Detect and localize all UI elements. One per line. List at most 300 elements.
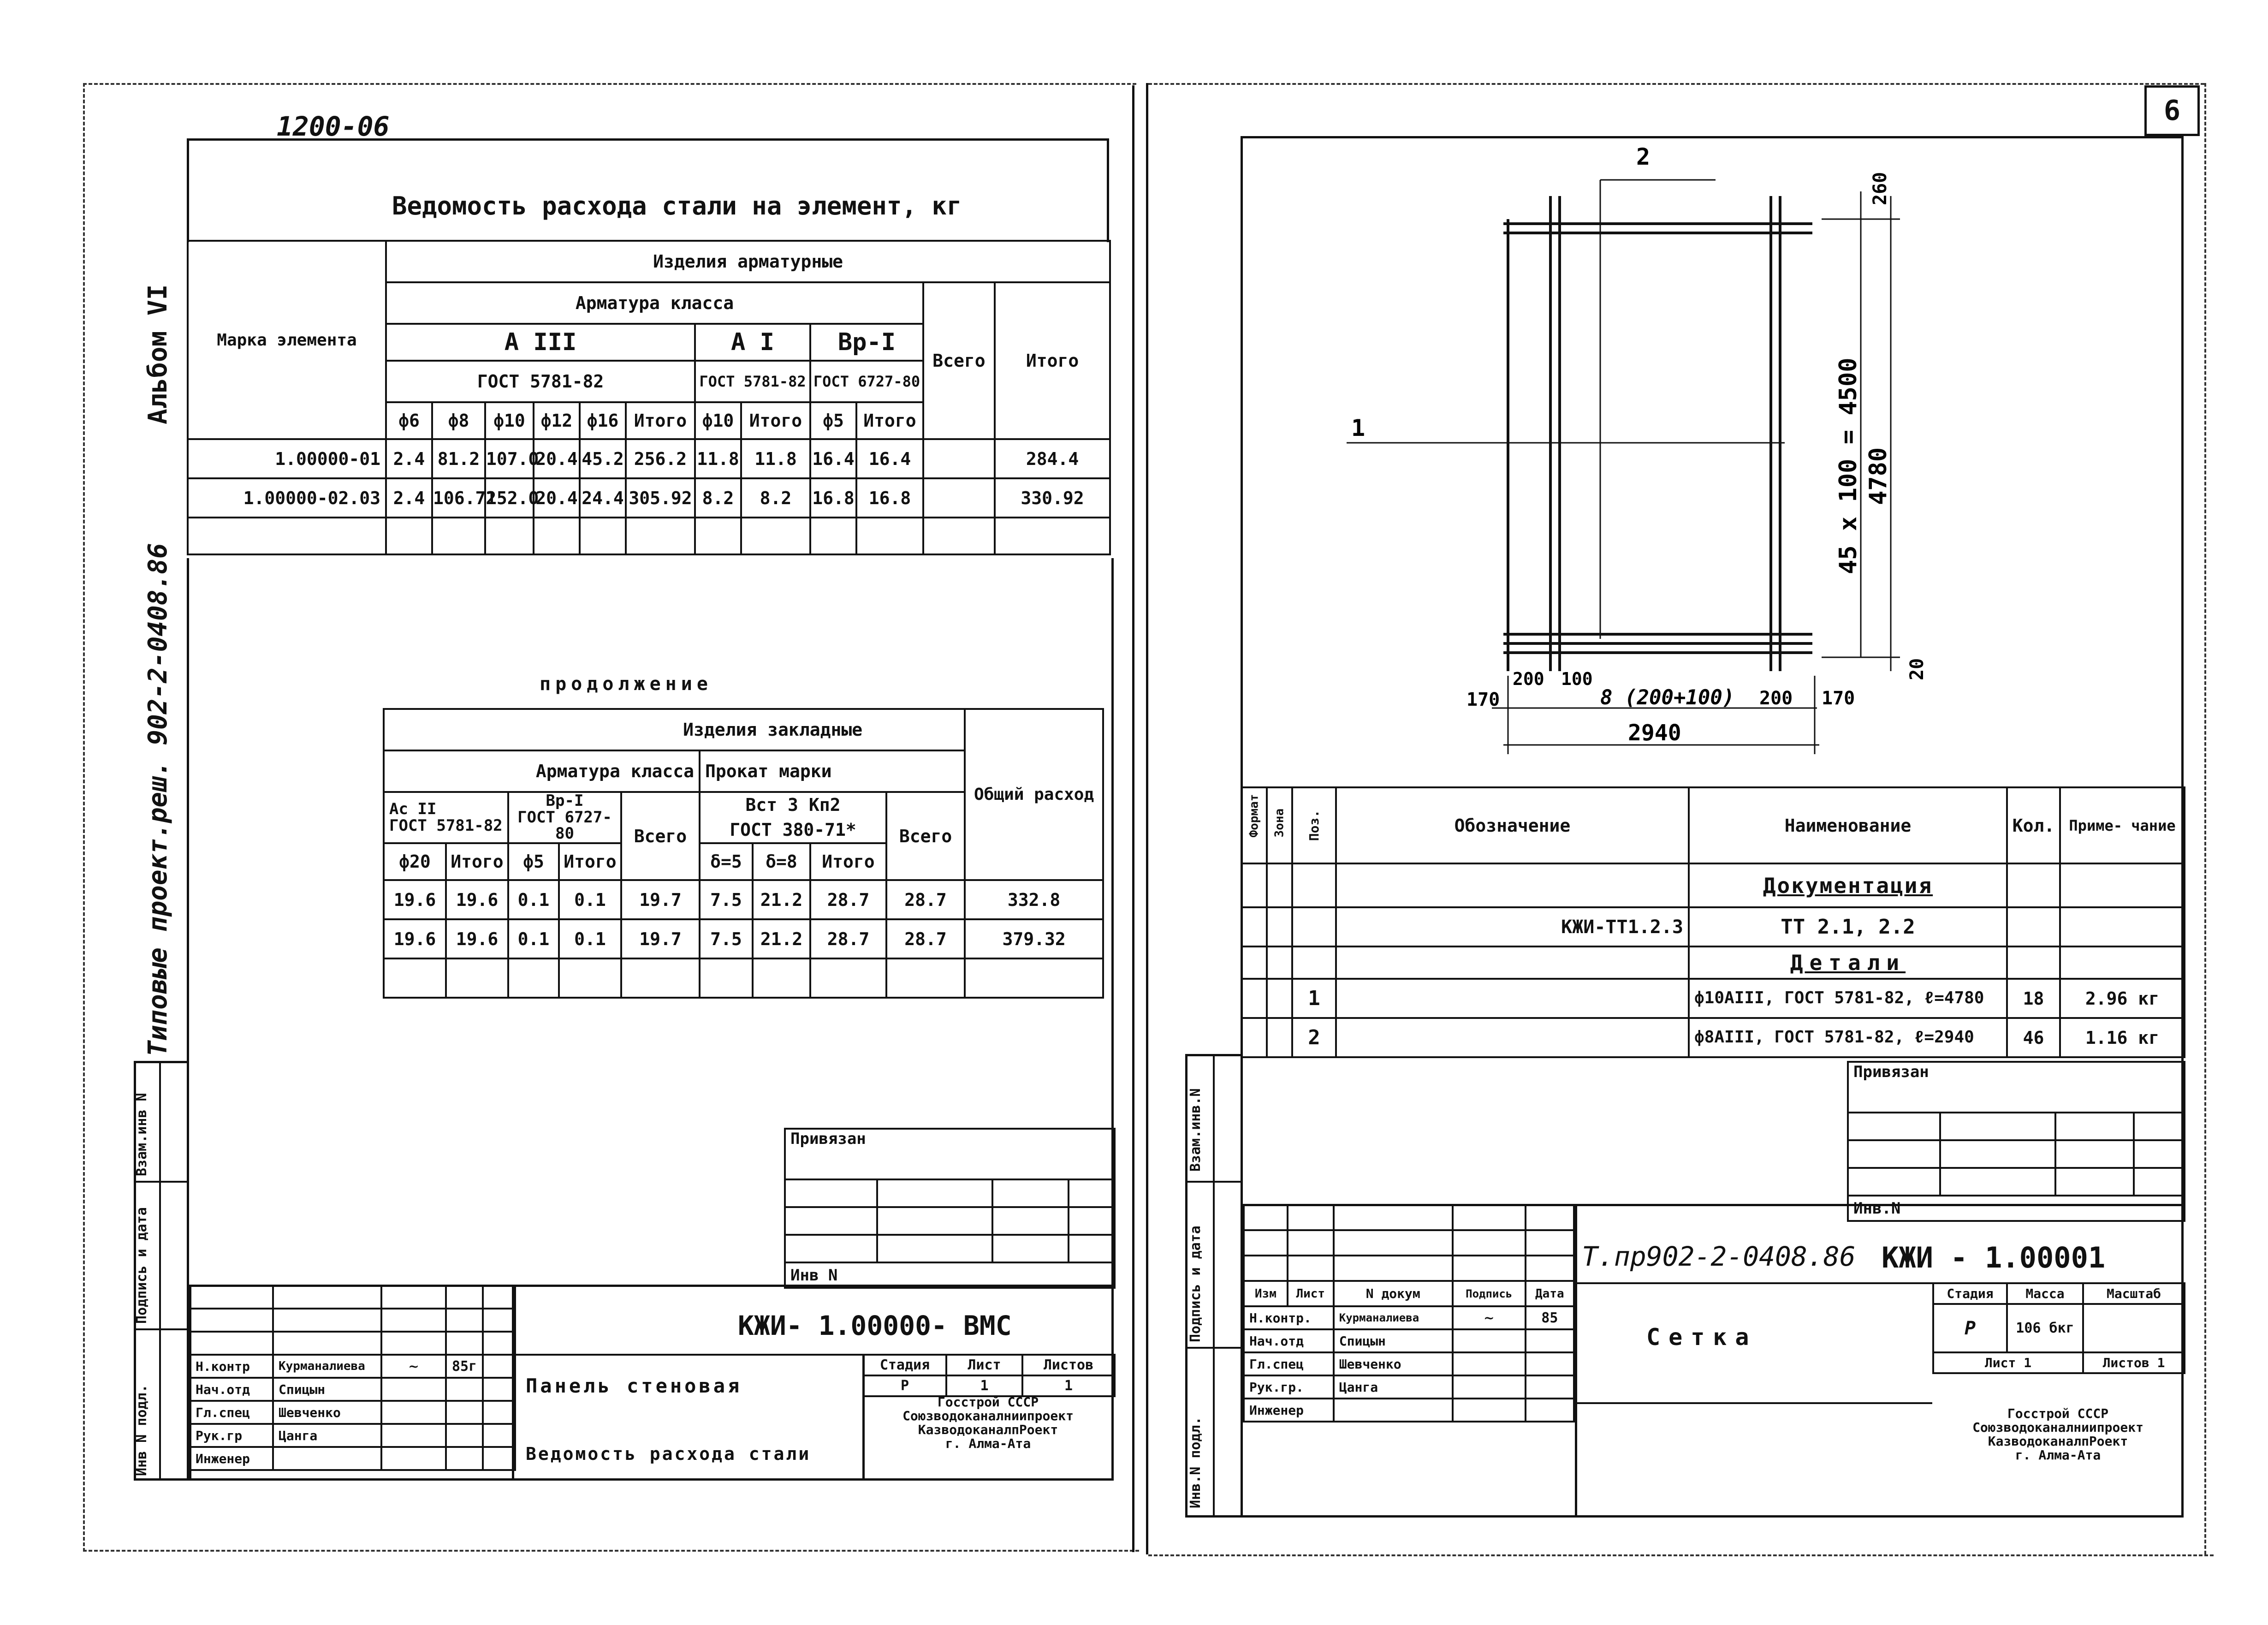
dim-span: 8 (200+100) — [1600, 686, 1735, 709]
cell — [534, 518, 580, 554]
cell — [1244, 1230, 1288, 1256]
dim-100: 100 — [1561, 669, 1593, 689]
frame-line — [159, 1061, 161, 1481]
right-sheet-right-border — [2204, 83, 2206, 1554]
cell — [1453, 1230, 1526, 1256]
privyazan-box-right — [1847, 1061, 2185, 1222]
cell: 2.4 — [386, 439, 432, 478]
cell — [1241, 1018, 1267, 1057]
cell: 106.72 — [432, 478, 485, 518]
signature — [1453, 1399, 1526, 1422]
cell: 16.8 — [856, 478, 923, 518]
org-line: Госстрой СССР — [937, 1394, 1039, 1410]
embedded-table — [383, 708, 1104, 999]
col-general: Общий расход — [965, 709, 1103, 880]
col-mark: Марка элемента — [188, 241, 386, 439]
table1-title-box — [187, 138, 1109, 242]
cell — [877, 1179, 992, 1207]
cell: 28.7 — [810, 919, 886, 958]
cell — [446, 1332, 483, 1355]
org-line: Союзводоканалниипроект — [902, 1408, 1074, 1423]
cell — [877, 1235, 992, 1262]
cell — [923, 478, 995, 518]
cell — [381, 1332, 446, 1355]
cell: 330.92 — [995, 478, 1110, 518]
person: Шевченко — [273, 1401, 381, 1424]
col-total: Всего — [923, 282, 995, 439]
header-vr1b-label: Вр-I — [546, 792, 584, 810]
cell — [992, 1179, 1069, 1207]
signature — [1453, 1375, 1526, 1399]
signature — [381, 1447, 446, 1470]
person — [273, 1447, 381, 1470]
cell — [1526, 1230, 1574, 1256]
cell — [1526, 1399, 1574, 1422]
cell — [2007, 863, 2060, 907]
stage-table-right — [1932, 1282, 2185, 1374]
cell: 21.2 — [753, 919, 810, 958]
col-head: ф20 — [384, 843, 446, 880]
person: Шевченко — [1334, 1352, 1453, 1375]
cell — [446, 1424, 483, 1447]
header-class: Арматура класса — [386, 282, 923, 324]
header-a3: А III — [386, 324, 695, 361]
cell: 11.8 — [695, 439, 741, 478]
date: 85г — [446, 1355, 483, 1378]
cell — [2083, 1304, 2185, 1352]
dim-4500: 45 x 100 = 4500 — [1835, 357, 1862, 574]
person: Цанга — [273, 1424, 381, 1447]
cell — [1292, 907, 1336, 946]
item-pos: 2 — [1292, 1018, 1336, 1057]
cell — [384, 958, 446, 998]
header-ac2 — [384, 792, 508, 843]
organization-right — [1932, 1407, 2184, 1462]
cell — [273, 1309, 381, 1332]
role: Н.контр. — [1244, 1306, 1334, 1329]
org-line: г. Алма-Ата — [2015, 1447, 2101, 1463]
cell — [1267, 946, 1292, 979]
cell — [2055, 1113, 2134, 1140]
cell — [1848, 1140, 1940, 1168]
cell: 19.7 — [621, 919, 700, 958]
cell: 0.1 — [508, 880, 559, 919]
cell — [1292, 946, 1336, 979]
cell — [741, 518, 810, 554]
frame-line — [134, 1181, 189, 1183]
item-qty: 18 — [2007, 979, 2060, 1018]
stamp-title-right: Сетка — [1646, 1324, 1757, 1351]
h-pos — [1292, 787, 1336, 863]
cell — [785, 1235, 877, 1262]
role: Рук.гр — [190, 1424, 273, 1447]
cell: 81.2 — [432, 439, 485, 478]
stamp-replace: Взам.инв.N — [1187, 1088, 1204, 1172]
role: Инженер — [190, 1447, 273, 1470]
org-line: Госстрой СССР — [2007, 1406, 2109, 1421]
cell — [626, 518, 695, 554]
cell: 28.7 — [810, 880, 886, 919]
privyazan-label: Привязан — [1848, 1062, 2185, 1113]
header-vr1: Вр-I — [810, 324, 923, 361]
stamp-replace: Взам.инв N — [134, 1093, 150, 1176]
gost-vst: ГОСТ 380-71* — [730, 819, 856, 840]
h-list: Лист — [1288, 1281, 1334, 1306]
cell — [877, 1207, 992, 1235]
cell — [1526, 1205, 1574, 1230]
cell: 19.6 — [384, 880, 446, 919]
cell — [1940, 1168, 2055, 1196]
frame-line — [1575, 1402, 1932, 1404]
role: Рук.гр. — [1244, 1375, 1334, 1399]
frame-line — [134, 1328, 189, 1330]
cell: 0.1 — [559, 880, 621, 919]
header-a1: А I — [695, 324, 810, 361]
item-note: 1.16 кг — [2060, 1018, 2185, 1057]
dim-20: 20 — [1906, 658, 1928, 680]
cell — [785, 1179, 877, 1207]
person: Курманалиева — [1334, 1306, 1453, 1329]
cell — [1267, 979, 1292, 1018]
cell: 332.8 — [965, 880, 1103, 919]
stamp-sign-date: Подпись и дата — [134, 1207, 150, 1324]
col-head: δ=8 — [753, 843, 810, 880]
privyazan-label: Привязан — [785, 1129, 1115, 1179]
right-sheet-top-border — [1148, 83, 2204, 85]
org-line: г. Алма-Ата — [945, 1436, 1031, 1451]
cell: 305.92 — [626, 478, 695, 518]
col-head: Итого — [856, 402, 923, 439]
cell — [700, 958, 753, 998]
cell — [190, 1309, 273, 1332]
cell: 7.5 — [700, 880, 753, 919]
header-vst-label: Вст 3 Кп2 — [745, 795, 841, 815]
cell — [1069, 1235, 1115, 1262]
cell — [695, 518, 741, 554]
cell — [2060, 863, 2185, 907]
cell: 20.4 — [534, 439, 580, 478]
cell: 16.4 — [810, 439, 856, 478]
cell — [856, 518, 923, 554]
organization — [862, 1395, 1114, 1451]
dim-170-left: 170 — [1466, 689, 1500, 710]
mass: 106 бкг — [2007, 1304, 2083, 1352]
doc-code: КЖИ-ТТ1.2.3 — [1336, 907, 1689, 946]
gost-vr2: ГОСТ 6727-80 — [517, 808, 612, 843]
cell — [1336, 979, 1689, 1018]
item-name: ф8АIII, ГОСТ 5781-82, ℓ=2940 — [1689, 1018, 2007, 1057]
pos-2-label: 2 — [1636, 143, 1651, 170]
signature — [381, 1424, 446, 1447]
h-name: Наименование — [1689, 787, 2007, 863]
col-head: ф16 — [580, 402, 626, 439]
cell — [1241, 979, 1267, 1018]
stamp-title-2: Ведомость расхода стали — [526, 1444, 811, 1464]
cell — [1288, 1205, 1334, 1230]
cell — [483, 1286, 515, 1309]
cell — [886, 958, 965, 998]
corner-code: 1200-06 — [277, 111, 390, 142]
cell — [432, 518, 485, 554]
cell — [923, 518, 995, 554]
role: Нач.отд — [1244, 1329, 1334, 1352]
h-zone-text: Зона — [1272, 808, 1287, 837]
cell — [1267, 907, 1292, 946]
header-rolled: Прокат марки — [700, 750, 965, 792]
signature — [381, 1378, 446, 1401]
col-head: Итого — [446, 843, 508, 880]
dim-260: 260 — [1870, 172, 1891, 205]
col-total2: Всего — [886, 792, 965, 880]
cell — [1069, 1179, 1115, 1207]
header-vst — [700, 792, 886, 843]
col-head: ф8 — [432, 402, 485, 439]
cell: 19.6 — [446, 919, 508, 958]
cell — [483, 1378, 515, 1401]
sheets: Листов 1 — [2083, 1352, 2185, 1373]
signature — [1453, 1352, 1526, 1375]
cell: 256.2 — [626, 439, 695, 478]
sheet-number: 6 — [2144, 85, 2200, 136]
docs-heading: Документация — [1689, 863, 2007, 907]
cell — [446, 958, 508, 998]
col-head: Итого — [626, 402, 695, 439]
h-zone — [1267, 787, 1292, 863]
cell — [2007, 907, 2060, 946]
cell — [2134, 1168, 2185, 1196]
cell — [1334, 1256, 1453, 1281]
col-head: ф5 — [810, 402, 856, 439]
h-sign: Подпись — [1453, 1281, 1526, 1306]
cell — [810, 518, 856, 554]
cell — [446, 1286, 483, 1309]
cell — [995, 518, 1110, 554]
h-sheet: Лист — [946, 1355, 1022, 1375]
frame-line — [1213, 1054, 1215, 1518]
cell — [753, 958, 810, 998]
col-head: ф12 — [534, 402, 580, 439]
cell — [381, 1286, 446, 1309]
cell: 2.4 — [386, 478, 432, 518]
person: Курманалиева — [273, 1355, 381, 1378]
details-heading: Детали — [1689, 946, 2007, 979]
stamp-inv: Инв.N подл. — [1187, 1417, 1204, 1508]
person: Цанга — [1334, 1375, 1453, 1399]
right-sheet-bottom-border — [1148, 1554, 2214, 1556]
cell — [1288, 1256, 1334, 1281]
h-format — [1241, 787, 1267, 863]
sheet: 1 — [946, 1375, 1022, 1396]
col-head: ф6 — [386, 402, 432, 439]
cell: 16.8 — [810, 478, 856, 518]
cell — [1244, 1205, 1288, 1230]
h-pos-text: Поз. — [1306, 810, 1322, 841]
cell — [381, 1309, 446, 1332]
cell — [1526, 1256, 1574, 1281]
cell — [483, 1332, 515, 1355]
cell — [1848, 1168, 1940, 1196]
col-sum: Итого — [995, 282, 1110, 439]
signature: ~ — [381, 1355, 446, 1378]
cell: 16.4 — [856, 439, 923, 478]
left-sheet-bottom-border — [83, 1550, 1139, 1552]
cell — [190, 1286, 273, 1309]
cell — [1241, 863, 1267, 907]
cell — [1336, 946, 1689, 979]
cell — [1940, 1140, 2055, 1168]
cell — [1069, 1207, 1115, 1235]
mesh-drawing — [1241, 136, 2181, 782]
cell: 379.32 — [965, 919, 1103, 958]
cell — [446, 1401, 483, 1424]
cell — [446, 1378, 483, 1401]
col-head: ф10 — [485, 402, 534, 439]
cell — [2134, 1113, 2185, 1140]
h-sheets: Листов — [1022, 1355, 1115, 1375]
drawing-code: КЖИ- 1.00000- ВМС — [738, 1310, 1012, 1341]
cell — [1241, 946, 1267, 979]
cell — [621, 958, 700, 998]
cell — [2055, 1168, 2134, 1196]
cell — [810, 958, 886, 998]
org-line: Союзводоканалниипроект — [1972, 1420, 2143, 1435]
pos-1-label: 1 — [1351, 415, 1366, 441]
cell: 19.6 — [446, 880, 508, 919]
h-scale: Масштаб — [2083, 1283, 2185, 1304]
cell — [1453, 1256, 1526, 1281]
spec-table — [1241, 786, 2185, 1058]
cell — [188, 518, 386, 554]
item-name: ф10АIII, ГОСТ 5781-82, ℓ=4780 — [1689, 979, 2007, 1018]
role: Гл.спец — [190, 1401, 273, 1424]
item-pos: 1 — [1292, 979, 1336, 1018]
cell — [1940, 1113, 2055, 1140]
cell — [2007, 946, 2060, 979]
cell: 284.4 — [995, 439, 1110, 478]
cell — [1334, 1230, 1453, 1256]
row-mark: 1.00000-01 — [188, 439, 386, 478]
frame-line — [1185, 1181, 1243, 1183]
header-embedded: Изделия закладные — [384, 709, 965, 750]
cell — [559, 958, 621, 998]
dim-4780: 4780 — [1864, 447, 1892, 505]
date: 85 — [1526, 1306, 1574, 1329]
signature — [1453, 1329, 1526, 1352]
col-head: Итого — [810, 843, 886, 880]
h-designation: Обозначение — [1336, 787, 1689, 863]
h-date: Дата — [1526, 1281, 1574, 1306]
cell: 0.1 — [559, 919, 621, 958]
header-class2: Арматура класса — [384, 750, 700, 792]
col-head: Итого — [559, 843, 621, 880]
h-izm: Изм — [1244, 1281, 1288, 1306]
cell — [1526, 1352, 1574, 1375]
h-qty: Кол. — [2007, 787, 2060, 863]
signature-table — [189, 1285, 516, 1471]
cell: 45.2 — [580, 439, 626, 478]
cell — [2060, 946, 2185, 979]
stage: Р — [1933, 1304, 2007, 1352]
item-qty: 46 — [2007, 1018, 2060, 1057]
cell — [273, 1332, 381, 1355]
cell — [992, 1235, 1069, 1262]
cell — [785, 1207, 877, 1235]
cell — [386, 518, 432, 554]
right-sheet-left-edge — [1146, 83, 1148, 1554]
item-note: 2.96 кг — [2060, 979, 2185, 1018]
row-mark: 1.00000-02.03 — [188, 478, 386, 518]
header-ac2-label: Ас II — [389, 799, 437, 818]
h-format-text: Формат — [1247, 794, 1261, 837]
cell — [580, 518, 626, 554]
cell — [483, 1355, 515, 1378]
person: Спицын — [1334, 1329, 1453, 1352]
cell: 8.2 — [695, 478, 741, 518]
cell — [1292, 863, 1336, 907]
h-stage: Стадия — [863, 1355, 946, 1375]
sheet: Лист 1 — [1933, 1352, 2083, 1373]
cell — [1288, 1230, 1334, 1256]
cell: 21.2 — [753, 880, 810, 919]
cell — [483, 1309, 515, 1332]
cell — [1526, 1375, 1574, 1399]
person: Спицын — [273, 1378, 381, 1401]
cell: 20.4 — [534, 478, 580, 518]
inv-label: Инв N — [785, 1262, 1115, 1288]
cell — [1848, 1113, 1940, 1140]
cell — [965, 958, 1103, 998]
cell: 152.0 — [485, 478, 534, 518]
cell — [483, 1401, 515, 1424]
inv-label: Инв.N — [1848, 1196, 2185, 1221]
signature: ~ — [1453, 1306, 1526, 1329]
doc-name: ТТ 2.1, 2.2 — [1689, 907, 2007, 946]
project-code: Т.пр902-2-0408.86 — [1582, 1241, 1856, 1272]
org-line: КазводоканалпРоект — [918, 1422, 1058, 1437]
cell: 19.7 — [621, 880, 700, 919]
cell — [1241, 907, 1267, 946]
stage: Р — [863, 1375, 946, 1396]
stage-table — [862, 1354, 1116, 1397]
gost-a1: ГОСТ 5781-82 — [695, 361, 810, 402]
privyazan-box — [784, 1128, 1116, 1289]
gost-vr: ГОСТ 6727-80 — [810, 361, 923, 402]
h-note: Приме- чание — [2060, 787, 2185, 863]
h-mass: Масса — [2007, 1283, 2083, 1304]
cell — [483, 1447, 515, 1470]
cell — [483, 1424, 515, 1447]
cell — [2134, 1140, 2185, 1168]
cell — [1244, 1256, 1288, 1281]
h-doc: N докум — [1334, 1281, 1453, 1306]
cell — [485, 518, 534, 554]
stamp-title-1: Панель стеновая — [526, 1375, 742, 1397]
sheets: 1 — [1022, 1375, 1115, 1396]
cell — [446, 1447, 483, 1470]
cell: 107.0 — [485, 439, 534, 478]
person — [1334, 1399, 1453, 1422]
drawing-code-right: КЖИ - 1.00001 — [1882, 1241, 2106, 1274]
cell — [508, 958, 559, 998]
signature-table-right — [1243, 1204, 1575, 1423]
col-head: δ=5 — [700, 843, 753, 880]
h-stage: Стадия — [1933, 1283, 2007, 1304]
cell: 8.2 — [741, 478, 810, 518]
col-head: ф5 — [508, 843, 559, 880]
gost-a3: ГОСТ 5781-82 — [386, 361, 695, 402]
frame-line — [862, 1354, 865, 1481]
dim-170-right: 170 — [1822, 688, 1855, 709]
